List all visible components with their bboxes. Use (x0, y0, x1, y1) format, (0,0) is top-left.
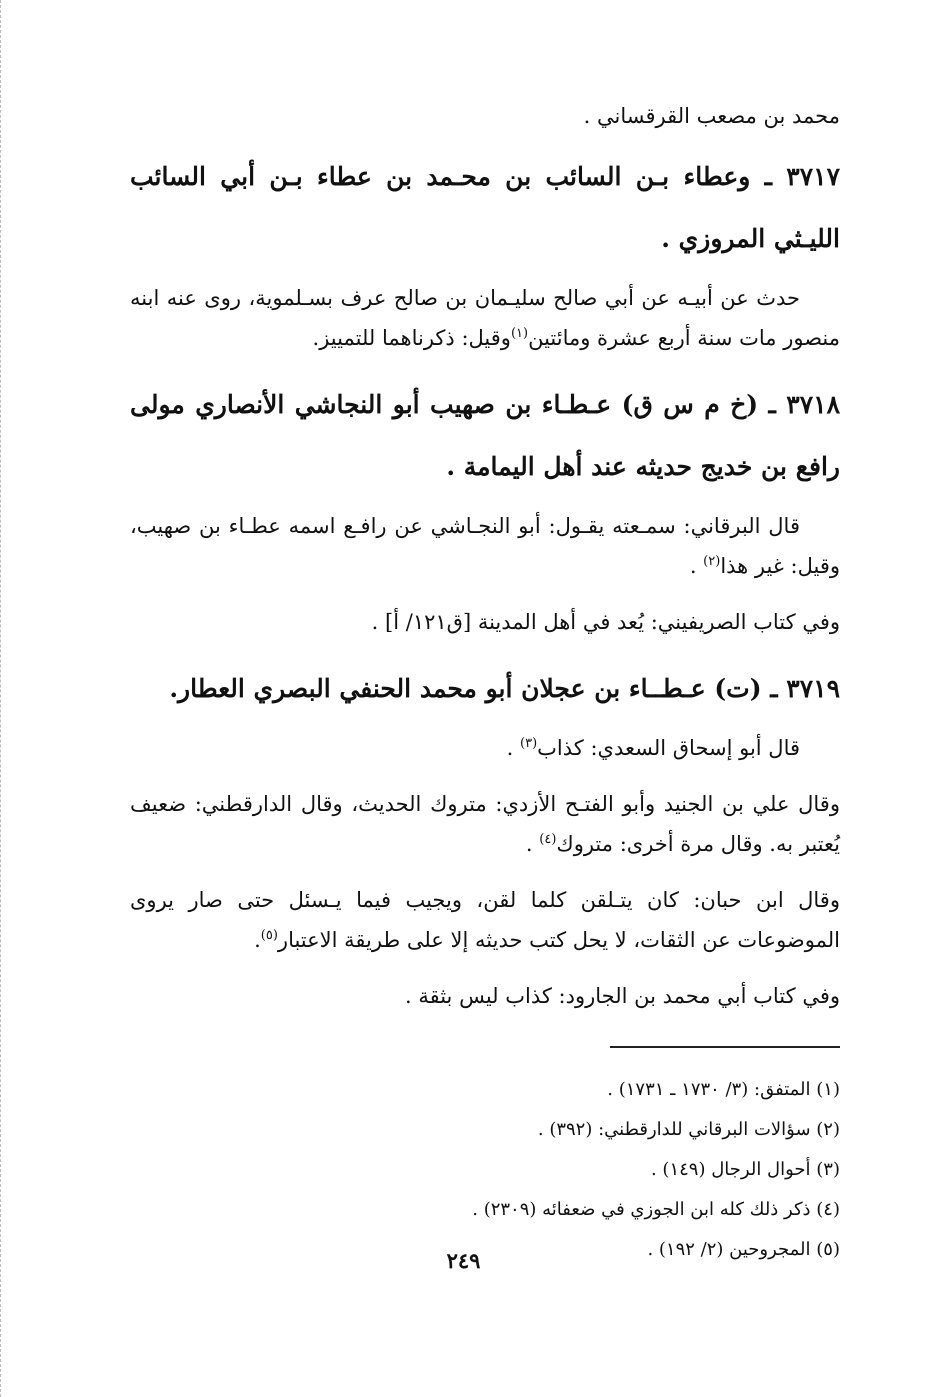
entry-heading: ٣٧١٨ ـ (خ م س ق) عـطـاء بن صهيب أبو النجاشي الأنصاري مولى رافع بن خديج حديثه عند أهل اليمامة . (130, 390, 840, 481)
footnote-item: (١) المتفق: (٣/ ١٧٣٠ ـ ١٧٣١) . (607, 1079, 840, 1100)
paragraph-tail: وقيل: ذكرناهما للتمييز. (312, 326, 511, 350)
entry-paragraph (130, 278, 840, 358)
paragraph-tail: . (506, 736, 520, 760)
footnote-item: (٤) ذكر ذلك كله ابن الجوزي في ضعفائه (٢٣٠٩) . (472, 1199, 840, 1220)
entry-3719 (130, 658, 840, 1016)
book-page (130, 96, 840, 1270)
paragraph-text: قال البرقاني: سمـعته يقـول: أبو النجـاشي عن رافـع اسمه عطـاء بن صهيب، وقيل: غير هذا (130, 514, 840, 578)
entry-paragraph (130, 784, 840, 864)
entry-paragraph (130, 880, 840, 960)
footnote-item: (٣) أحوال الرجال (١٤٩) . (650, 1159, 840, 1180)
paragraph-tail: . (689, 554, 704, 578)
paragraph-text: قال أبو إسحاق السعدي: كذاب (537, 736, 800, 760)
entry-paragraph (130, 506, 840, 586)
paragraph-text: وقال ابن حبان: كان يتـلقن كلما لقن، ويجيب فيما يـسئل حتى صار يروى الموضوعات عن الثقات، لا يحل كتب حديثه إلا على طريقة الاعتبار (130, 888, 840, 952)
footnote-ref: (٤) (539, 832, 557, 847)
scan-edge (0, 0, 5, 1397)
continuation-line: محمد بن مصعب القرقساني . (583, 104, 840, 128)
paragraph-tail: . (254, 928, 261, 952)
entry-3718 (130, 374, 840, 642)
paragraph-tail: . (525, 832, 540, 856)
paragraph-text: وفي كتاب أبي محمد بن الجارود: كذاب ليس بثقة . (404, 984, 840, 1008)
entry-paragraph (130, 728, 840, 768)
footnote-ref: (٥) (260, 928, 278, 943)
entry-heading: ٣٧١٩ ـ (ت) عـطــاء بن عجلان أبو محمد الحنفي البصري العطار. (169, 674, 840, 703)
entry-heading: ٣٧١٧ ـ وعطاء بـن السائب بن محـمد بن عطاء بـن أبي السائب الليـثي المروزي . (130, 162, 840, 253)
entry-paragraph (130, 602, 840, 642)
footnotes-list (130, 1070, 840, 1270)
footnote-ref: (٣) (520, 736, 538, 751)
paragraph-text: وفي كتاب الصريفيني: يُعد في أهل المدينة [ق١٢١/ أ] . (371, 610, 840, 634)
paragraph-text: حدث عن أبيـه عن أبي صالح سليـمان بن صالح عرف بسـلموية، روى عنه ابنه منصور مات سنة أربع عشرة ومائتين (130, 286, 840, 350)
footnote-item: (٥) المجروحين (٢/ ١٩٢) . (647, 1239, 840, 1260)
footnote-divider (610, 1046, 840, 1048)
entry-3717 (130, 146, 840, 358)
footnote-ref: (٢) (703, 554, 721, 569)
footnote-item: (٢) سؤالات البرقاني للدارقطني: (٣٩٢) . (537, 1119, 840, 1140)
paragraph-text: وقال علي بن الجنيد وأبو الفتـح الأزدي: متروك الحديث، وقال الدارقطني: ضعيف يُعتبر به. وقال مرة أخرى: متروك (130, 792, 840, 856)
entry-paragraph (130, 976, 840, 1016)
footnote-ref: (١) (510, 326, 529, 341)
page-number: ٢٤٩ (446, 1248, 481, 1273)
